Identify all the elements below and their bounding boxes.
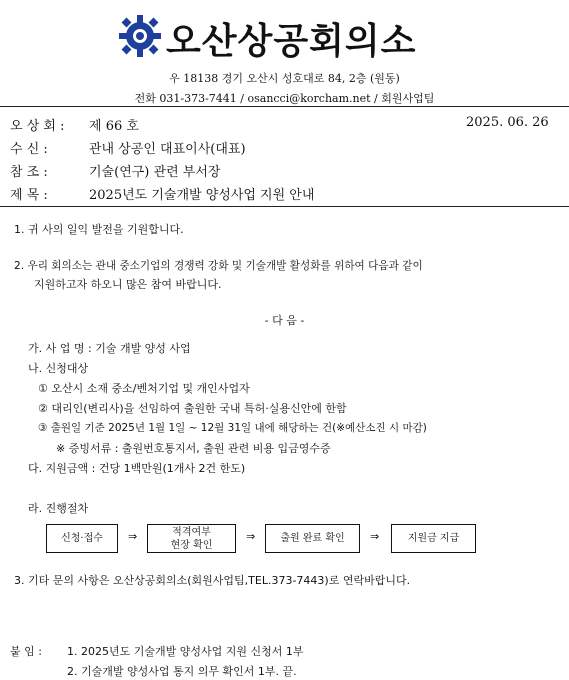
paragraph-3: 3. 기타 문의 사항은 오산상공회의소(회원사업팀,TEL.373-7443)로 연락바랍니다. [14,574,411,587]
recipient-label: 수 신 : [10,142,48,157]
paragraph-1: 1. 귀 사의 일익 발전을 기원합니다. [14,223,184,236]
item-eligibility-heading: 나. 신청대상 [28,362,89,375]
process-step-label: 출원 완료 확인 [280,533,345,544]
process-step-payment [391,524,476,553]
eligibility-condition-2: ② 대리인(변리사)을 선임하여 출원한 국내 특허·실용신안에 한함 [38,402,347,415]
doc-number: 제 66 호 [89,119,139,134]
process-arrow: ⇒ [370,530,380,543]
process-step-label: 적격여부 현장 확인 [170,526,213,551]
header-divider-top [0,106,569,107]
process-step-site-check [147,524,236,553]
process-arrow: ⇒ [246,530,256,543]
process-step-label: 지원금 지급 [407,533,460,544]
header-divider-bottom [0,206,569,207]
eligibility-condition-3: ③ 출원일 기준 2025년 1월 1일 ~ 12월 31일 내에 해당하는 건(※예산소진 시 마감) [38,422,427,434]
paragraph-2-line2: 지원하고자 하오니 많은 참여 바랍니다. [34,278,222,291]
org-address: 우 18138 경기 오산시 성호대로 84, 2층 (원동) [169,72,400,85]
org-name-logotype: 오산상공회의소 [166,21,417,62]
recipient-value: 관내 상공인 대표이사(대표) [89,142,246,157]
org-logo [118,14,162,58]
reference-label: 참 조 : [10,165,48,180]
subject-label: 제 목 : [10,188,48,203]
following-heading: - 다 음 - [264,314,305,327]
doc-number-label: 오 상 회 : [10,119,65,134]
doc-date: 2025. 06. 26 [466,115,549,130]
item-project-name: 가. 사 업 명 : 기술 개발 양성 사업 [28,342,191,355]
gear-logo-icon [118,14,162,58]
process-step-apply [46,524,118,553]
attachment-2: 2. 기술개발 양성사업 통지 의무 확인서 1부. 끝. [67,665,297,678]
process-step-filing-check [265,524,360,553]
item-support-amount: 다. 지원금액 : 건당 1백만원(1개사 2건 한도) [28,462,246,475]
evidence-documents: ※ 증빙서류 : 출원번호통지서, 출원 관련 비용 입금영수증 [56,442,331,455]
process-arrow: ⇒ [128,530,138,543]
attachments-label: 붙 임 : [10,645,42,658]
process-step-label: 신청·접수 [61,533,103,544]
paragraph-2-line1: 2. 우리 회의소는 관내 중소기업의 경쟁력 강화 및 기술개발 활성화를 위하여 다음과 같이 [14,260,423,272]
subject-value: 2025년도 기술개발 양성사업 지원 안내 [89,188,315,203]
item-process-heading: 라. 진행절차 [28,502,89,515]
org-contact: 전화 031-373-7441 / osancci@korcham.net / 회원사업팀 [134,92,435,105]
reference-value: 기술(연구) 관련 부서장 [89,165,221,180]
eligibility-condition-1: ① 오산시 소재 중소/벤처기업 및 개인사업자 [38,382,250,395]
attachment-1: 1. 2025년도 기술개발 양성사업 지원 신청서 1부 [67,645,304,658]
